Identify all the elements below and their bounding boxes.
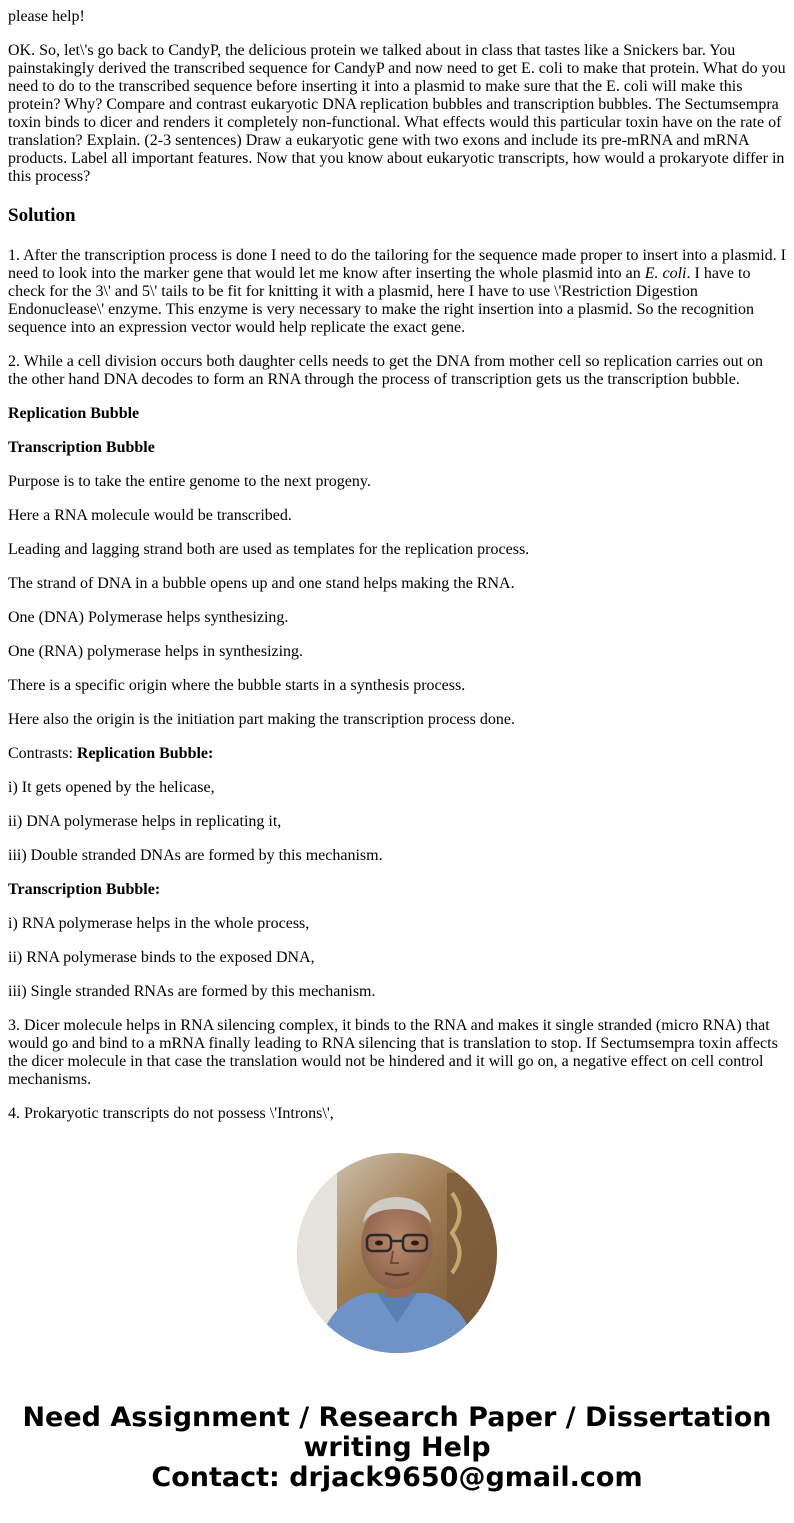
- contrasts-label: Contrasts:: [8, 745, 77, 762]
- answer-1: [8, 247, 786, 337]
- table-header-transcription: Transcription Bubble: [8, 439, 155, 456]
- compare-line: Leading and lagging strand both are used as templates for the replication process.: [8, 541, 530, 558]
- replication-point: iii) Double stranded DNAs are formed by this mechanism.: [8, 847, 383, 864]
- answer-2: 2. While a cell division occurs both daughter cells needs to get the DNA from mother cell so replication carries out on the other hand DNA decodes to form an RNA through the process of transcription gets us the transcription bubble.: [8, 353, 764, 388]
- promo-contact: Contact: drjack9650@gmail.com: [151, 1462, 643, 1493]
- answer-3: 3. Dicer molecule helps in RNA silencing complex, it binds to the RNA and makes it single stranded (micro RNA) that would go and bind to a mRNA finally leading to RNA silencing that is translation to stop. If Sectumsempra toxin affects the dicer molecule in that case the translation would not be hindered and it will go on, a negative effect on cell control mechanisms.: [8, 1017, 778, 1088]
- promo-line-1: Need Assignment / Research Paper / Dissertation: [22, 1402, 772, 1433]
- contrasts-line: [8, 745, 786, 763]
- table-header-replication: Replication Bubble: [8, 405, 140, 422]
- solution-heading: Solution: [8, 205, 76, 226]
- contrasts-transcription-heading: Transcription Bubble:: [8, 881, 161, 898]
- contrasts-transcription-line: [8, 881, 786, 899]
- compare-line: The strand of DNA in a bubble opens up and one stand helps making the RNA.: [8, 575, 515, 592]
- compare-line: One (RNA) polymerase helps in synthesizing.: [8, 643, 304, 660]
- promo-line-2: writing Help: [303, 1432, 491, 1463]
- answer-4: 4. Prokaryotic transcripts do not possess \'Introns\',: [8, 1105, 334, 1122]
- contrasts-replication-heading: Replication Bubble:: [76, 745, 214, 762]
- answer-1-part1: 1. After the transcription process is done I need to do the tailoring for the sequence made proper to insert into a plasmid. I need to look into the marker gene that would let me know after inserting the whole plasmid into an: [8, 247, 786, 282]
- question-intro: please help!: [8, 8, 85, 25]
- compare-line: One (DNA) Polymerase helps synthesizing.: [8, 609, 289, 626]
- compare-line: Purpose is to take the entire genome to the next progeny.: [8, 473, 371, 490]
- compare-line: Here a RNA molecule would be transcribed.: [8, 507, 292, 524]
- replication-point: ii) DNA polymerase helps in replicating it,: [8, 813, 282, 830]
- compare-line: There is a specific origin where the bubble starts in a synthesis process.: [8, 677, 466, 694]
- transcription-point: i) RNA polymerase helps in the whole process,: [8, 915, 310, 932]
- question-body: OK. So, let\'s go back to CandyP, the delicious protein we talked about in class that tastes like a Snickers bar. You painstakingly derived the transcribed sequence for CandyP and now need to get E. coli to make that protein. What do you need to do to the transcribed sequence before inserting it into a plasmid to make sure that the E. coli will make this protein? Why? Compare and contrast eukaryotic DNA replication bubbles and transcription bubbles. The Sectumsempra toxin binds to dicer and renders it completely non-functional. What effects would this particular toxin have on the rate of translation? Explain. (2-3 sentences) Draw a eukaryotic gene with two exons and include its pre-mRNA and mRNA products. Label all important features. Now that you know about eukaryotic transcripts, how would a prokaryote differ in this process?: [8, 42, 786, 185]
- answer-1-part2: . I have to check for the 3\' and 5\' tails to be fit for knitting it with a plasmid, here I have to use \'Restriction Digestion Endonuclease\' enzyme. This enzyme is very necessary to make the right insertion into a plasmid. So the recognition sequence into an expression vector would help replicate the exact gene.: [8, 265, 754, 336]
- answer-1-italic: E. coli: [644, 265, 687, 282]
- transcription-point: ii) RNA polymerase binds to the exposed DNA,: [8, 949, 315, 966]
- compare-line: Here also the origin is the initiation part making the transcription process done.: [8, 711, 515, 728]
- avatar: [297, 1153, 497, 1353]
- transcription-point: iii) Single stranded RNAs are formed by this mechanism.: [8, 983, 376, 1000]
- avatar-portrait: [297, 1153, 497, 1353]
- replication-point: i) It gets opened by the helicase,: [8, 779, 215, 796]
- promo-banner: [0, 1403, 794, 1493]
